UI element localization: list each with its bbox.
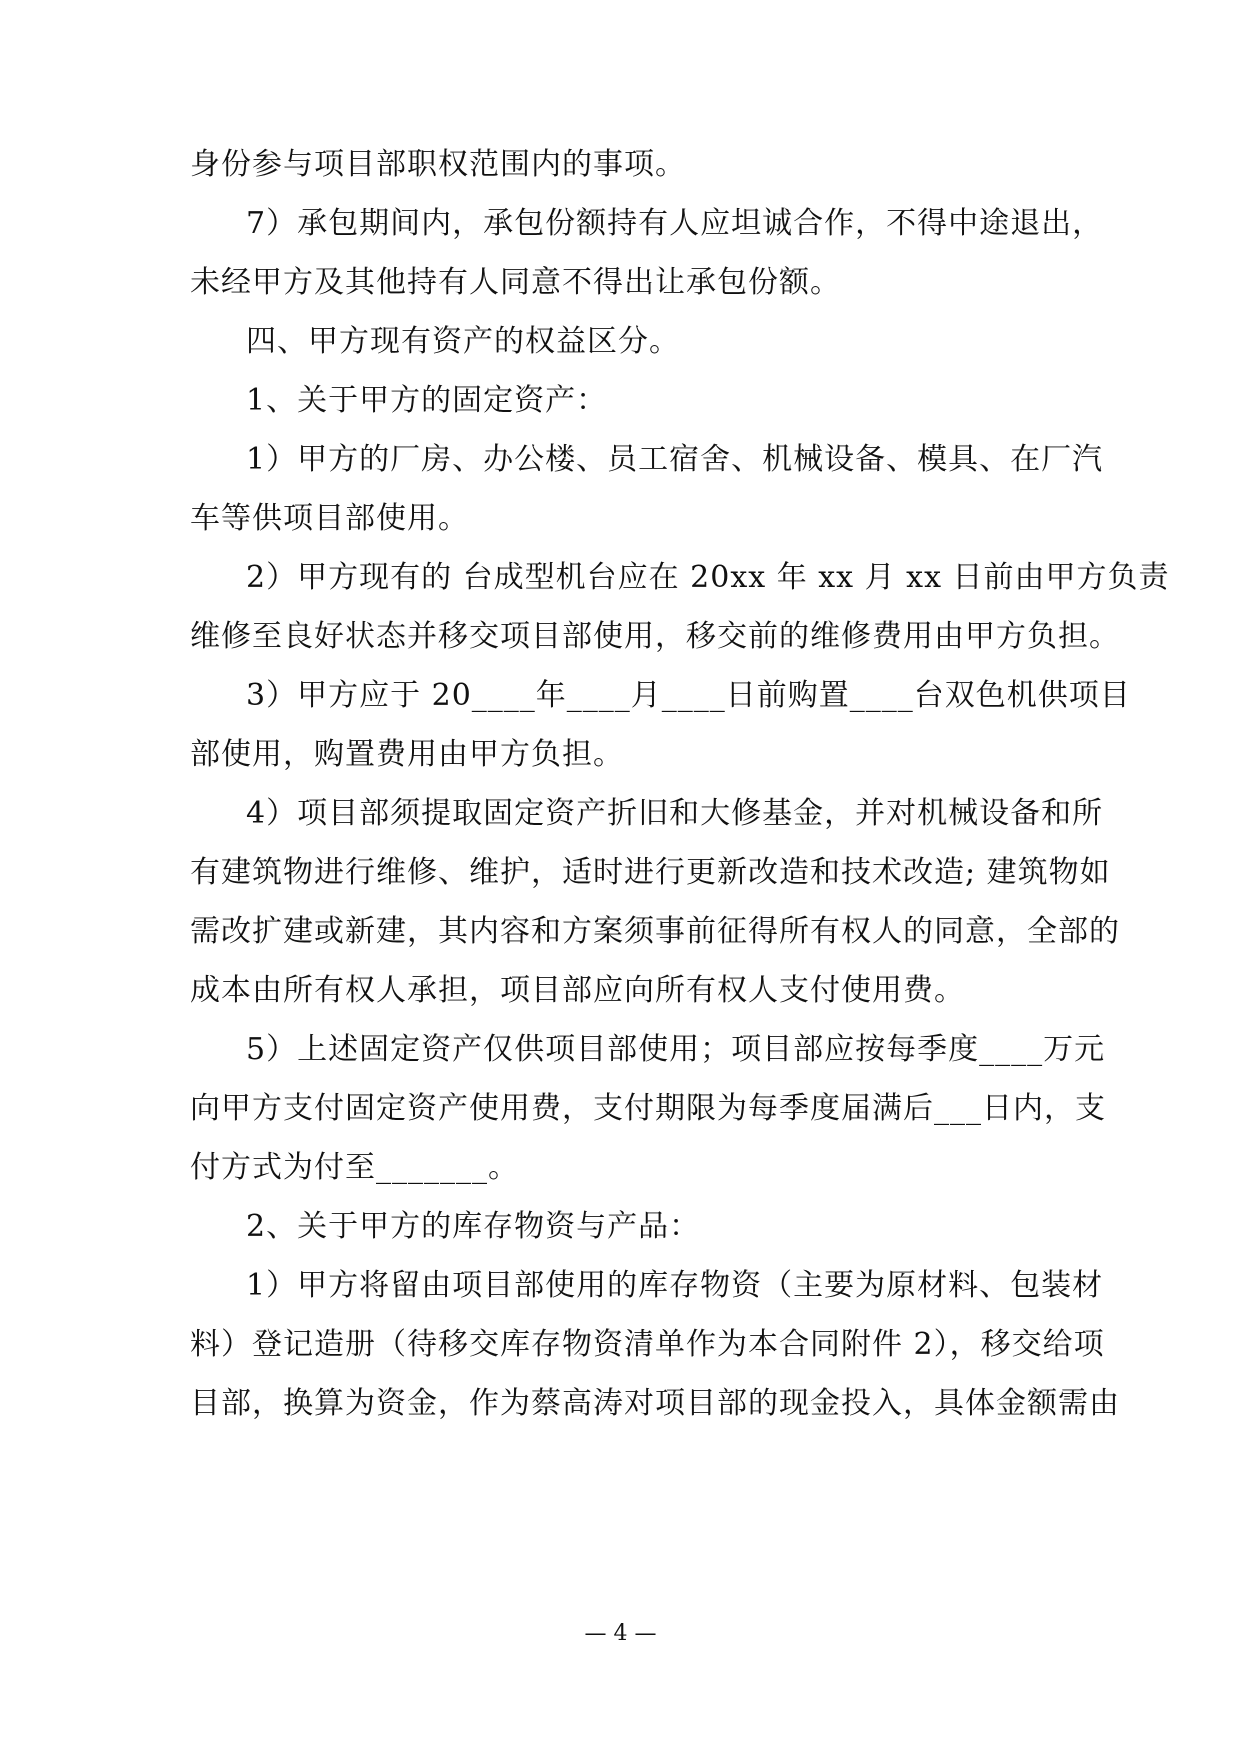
- page-number: — 4 —: [584, 1621, 657, 1646]
- text-line: 1）甲方将留由项目部使用的库存物资（主要为原材料、包装材: [246, 1268, 1104, 1303]
- subsection-heading: 1、关于甲方的固定资产：: [246, 383, 608, 418]
- text-line: 4）项目部须提取固定资产折旧和大修基金，并对机械设备和所: [246, 796, 1104, 831]
- text-line: 料）登记造册（待移交库存物资清单作为本合同附件 2），移交给项: [190, 1327, 1105, 1362]
- text-line: 5）上述固定资产仅供项目部使用；项目部应按每季度____万元: [246, 1032, 1106, 1067]
- text-line: 1）甲方的厂房、办公楼、员工宿舍、机械设备、模具、在厂汽: [246, 442, 1104, 477]
- text-line: 目部，换算为资金，作为蔡高涛对项目部的现金投入，具体金额需由: [190, 1386, 1120, 1421]
- text-line: 向甲方支付固定资产使用费，支付期限为每季度届满后___日内，支: [190, 1091, 1106, 1126]
- text-line: 付方式为付至_______。: [190, 1150, 519, 1185]
- text-line: 身份参与项目部职权范围内的事项。: [190, 147, 686, 182]
- text-line: 7）承包期间内，承包份额持有人应坦诚合作，不得中途退出，: [246, 206, 1104, 241]
- text-line: 成本由所有权人承担，项目部应向所有权人支付使用费。: [190, 973, 965, 1008]
- text-line: 2）甲方现有的 台成型机台应在 20xx 年 xx 月 xx 日前由甲方负责: [246, 560, 1170, 595]
- text-line: 未经甲方及其他持有人同意不得出让承包份额。: [190, 265, 841, 300]
- text-line: 3）甲方应于 20____年____月____日前购置____台双色机供项目: [246, 678, 1131, 713]
- text-line: 需改扩建或新建，其内容和方案须事前征得所有权人的同意，全部的: [190, 914, 1120, 949]
- text-line: 有建筑物进行维修、维护，适时进行更新改造和技术改造; 建筑物如: [190, 855, 1111, 890]
- text-line: 维修至良好状态并移交项目部使用，移交前的维修费用由甲方负担。: [190, 619, 1120, 654]
- text-line: 部使用，购置费用由甲方负担。: [190, 737, 624, 772]
- subsection-heading: 2、关于甲方的库存物资与产品：: [246, 1209, 701, 1244]
- text-line: 车等供项目部使用。: [190, 501, 469, 536]
- section-heading: 四、甲方现有资产的权益区分。: [246, 324, 680, 359]
